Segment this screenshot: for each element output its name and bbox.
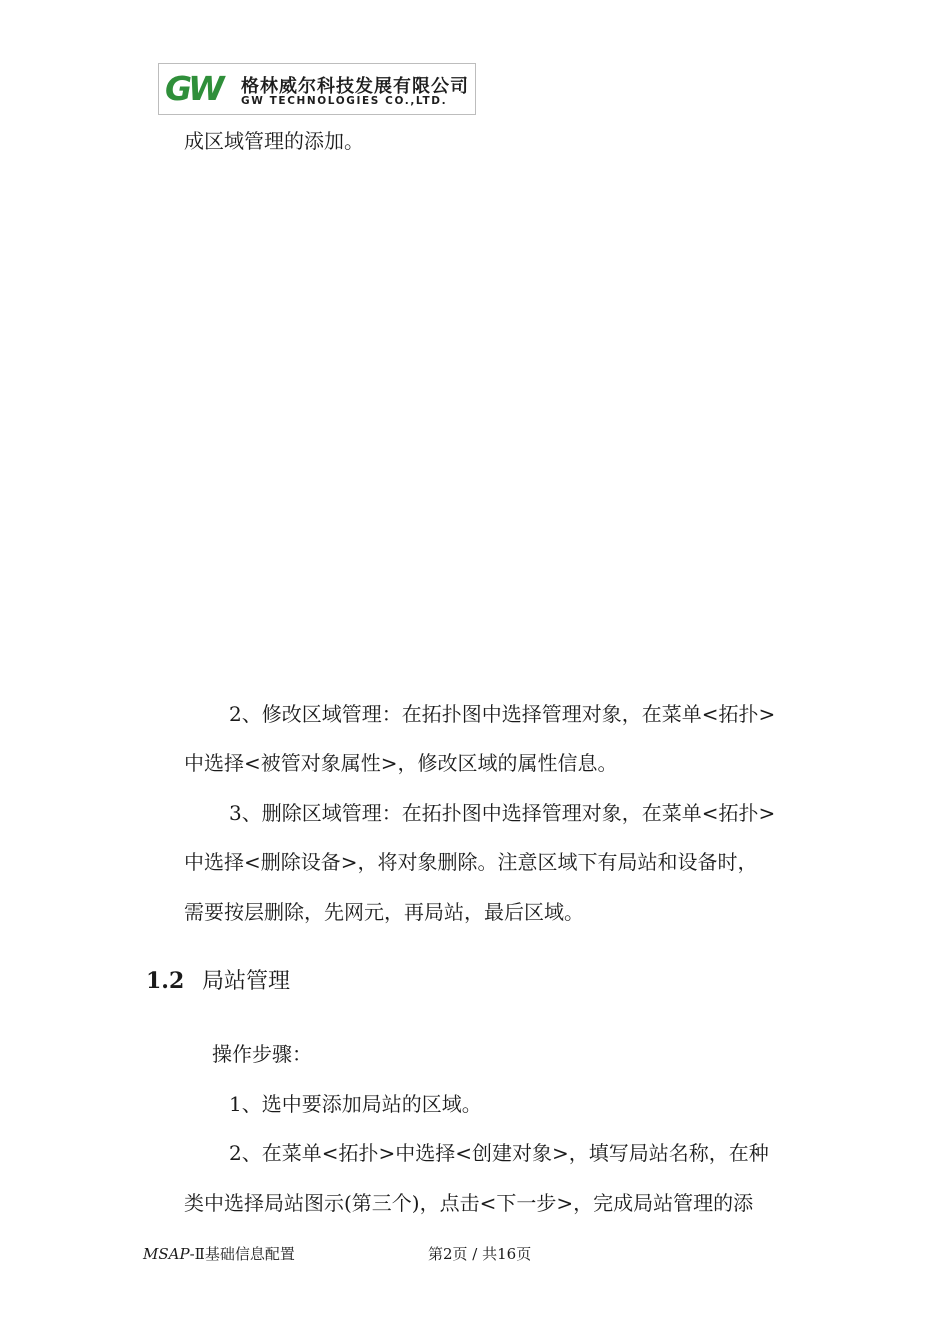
para-delete-line-3: 需要按层删除，先网元，再局站，最后区域。 [184, 900, 584, 924]
section-heading [146, 966, 290, 997]
steps-label: 操作步骤： [212, 1042, 312, 1066]
logo-company-name-cn: 格林威尔科技发展有限公司 [241, 76, 469, 97]
section-number: 1.2 [146, 968, 185, 994]
step-2-line-2: 类中选择局站图示(第三个)，点击<下一步>，完成局站管理的添 [184, 1191, 754, 1215]
para-modify-line-1: 2、修改区域管理：在拓扑图中选择管理对象，在菜单<拓扑> [229, 702, 776, 726]
footer-doc-name-rest: -Ⅱ基础信息配置 [189, 1245, 295, 1263]
logo-company-name-en: GW TECHNOLOGIES CO.,LTD. [241, 95, 448, 107]
para-delete-line-2: 中选择<删除设备>，将对象删除。注意区域下有局站和设备时， [184, 850, 758, 874]
paragraph-continuation: 成区域管理的添加。 [184, 129, 364, 153]
section-title: 局站管理 [202, 969, 291, 994]
step-2-line-1: 2、在菜单<拓扑>中选择<创建对象>，填写局站名称，在种 [229, 1141, 769, 1165]
logo-mark: GW [165, 69, 221, 108]
para-delete-line-1: 3、删除区域管理：在拓扑图中选择管理对象，在菜单<拓扑> [229, 801, 776, 825]
footer-doc-name [143, 1244, 295, 1264]
footer-page-info: 第2页 / 共16页 [428, 1245, 532, 1263]
step-1: 1、选中要添加局站的区域。 [229, 1092, 482, 1116]
footer-doc-name-italic: MSAP [143, 1245, 190, 1263]
para-modify-line-2: 中选择<被管对象属性>，修改区域的属性信息。 [184, 751, 618, 775]
company-logo [158, 63, 476, 115]
